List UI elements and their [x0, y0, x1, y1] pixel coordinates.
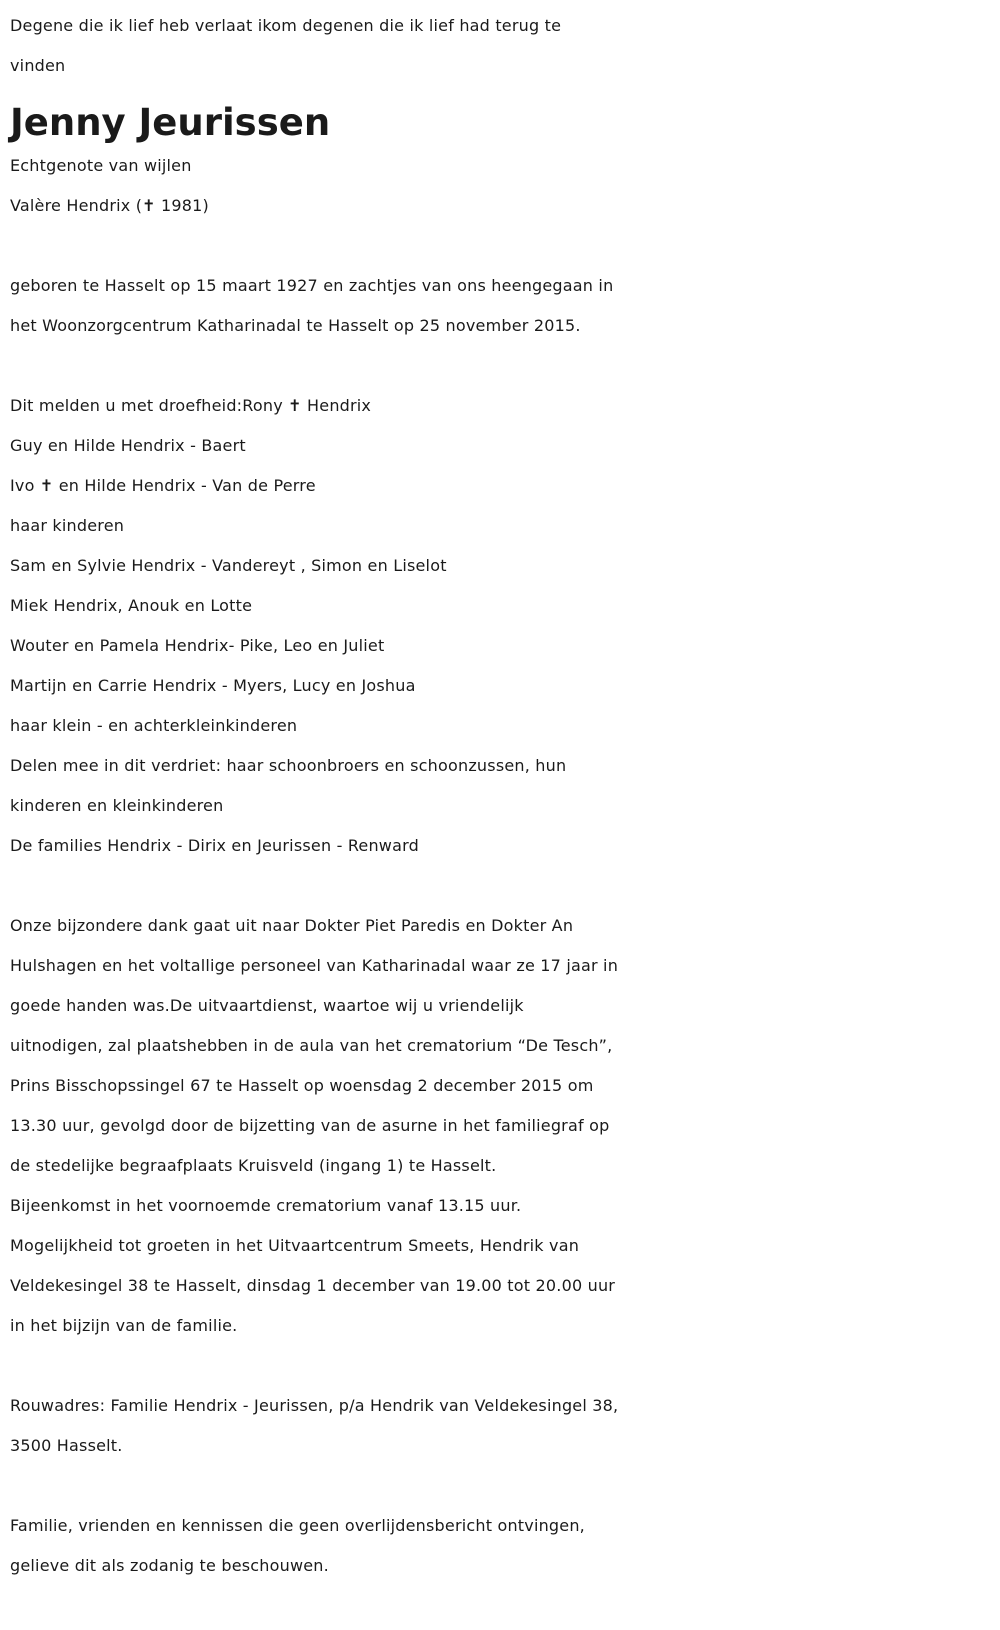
service-line: Mogelijkheid tot groeten in het Uitvaartcentrum Smeets, Hendrik van [10, 1236, 580, 1255]
family-line: Martijn en Carrie Hendrix - Myers, Lucy en Joshua [10, 676, 416, 695]
family-line: Miek Hendrix, Anouk en Lotte [10, 596, 253, 615]
motto-line: Degene die ik lief heb verlaat ikom degenen die ik lief had terug te [10, 16, 562, 35]
spouse-line: Valère Hendrix (✝ 1981) [10, 196, 209, 215]
family-line: Wouter en Pamela Hendrix- Pike, Leo en Juliet [10, 636, 385, 655]
birth-death-block [10, 266, 992, 346]
spacer [10, 1346, 992, 1386]
deceased-name: Jenny Jeurissen [10, 101, 331, 144]
service-line: 13.30 uur, gevolgd door de bijzetting van de asurne in het familiegraf op [10, 1116, 610, 1135]
spacer [10, 1466, 992, 1506]
closing-block [10, 1506, 992, 1586]
family-block [10, 386, 992, 866]
closing-line: gelieve dit als zodanig te beschouwen. [10, 1556, 329, 1575]
spacer [10, 866, 992, 906]
service-line: uitnodigen, zal plaatshebben in de aula van het crematorium “De Tesch”, [10, 1036, 613, 1055]
service-line: Prins Bisschopssingel 67 te Hasselt op woensdag 2 december 2015 om [10, 1076, 594, 1095]
service-line: Veldekesingel 38 te Hasselt, dinsdag 1 december van 19.00 tot 20.00 uur [10, 1276, 616, 1295]
service-line: Onze bijzondere dank gaat uit naar Dokter Piet Paredis en Dokter An [10, 916, 574, 935]
family-line: Dit melden u met droefheid:Rony ✝ Hendrix [10, 396, 372, 415]
birth-death-line: geboren te Hasselt op 15 maart 1927 en zachtjes van ons heengegaan in [10, 276, 614, 295]
closing-line: Familie, vrienden en kennissen die geen overlijdensbericht ontvingen, [10, 1516, 585, 1535]
service-line: Bijeenkomst in het voornoemde crematorium vanaf 13.15 uur. [10, 1196, 522, 1215]
spouse-line: Echtgenote van wijlen [10, 156, 192, 175]
family-line: Delen mee in dit verdriet: haar schoonbroers en schoonzussen, hun [10, 756, 567, 775]
family-line: Sam en Sylvie Hendrix - Vandereyt , Simon en Liselot [10, 556, 447, 575]
motto-line: vinden [10, 56, 66, 75]
motto [10, 6, 992, 86]
family-line: Guy en Hilde Hendrix - Baert [10, 436, 246, 455]
spacer [10, 346, 992, 386]
birth-death-line: het Woonzorgcentrum Katharinadal te Hasselt op 25 november 2015. [10, 316, 581, 335]
family-line: De families Hendrix - Dirix en Jeurissen - Renward [10, 836, 419, 855]
address-line: 3500 Hasselt. [10, 1436, 123, 1455]
service-line: in het bijzijn van de familie. [10, 1316, 238, 1335]
family-line: haar klein - en achterkleinkinderen [10, 716, 298, 735]
address-line: Rouwadres: Familie Hendrix - Jeurissen, p/a Hendrik van Veldekesingel 38, [10, 1396, 619, 1415]
service-line: Hulshagen en het voltallige personeel van Katharinadal waar ze 17 jaar in [10, 956, 619, 975]
address-block [10, 1386, 992, 1466]
family-line: haar kinderen [10, 516, 125, 535]
spacer [10, 226, 992, 266]
spouse-block [10, 146, 992, 226]
family-line: kinderen en kleinkinderen [10, 796, 224, 815]
service-block [10, 906, 992, 1346]
service-line: de stedelijke begraafplaats Kruisveld (ingang 1) te Hasselt. [10, 1156, 497, 1175]
obituary-document [10, 0, 992, 1586]
service-line: goede handen was.De uitvaartdienst, waartoe wij u vriendelijk [10, 996, 524, 1015]
family-line: Ivo ✝ en Hilde Hendrix - Van de Perre [10, 476, 316, 495]
